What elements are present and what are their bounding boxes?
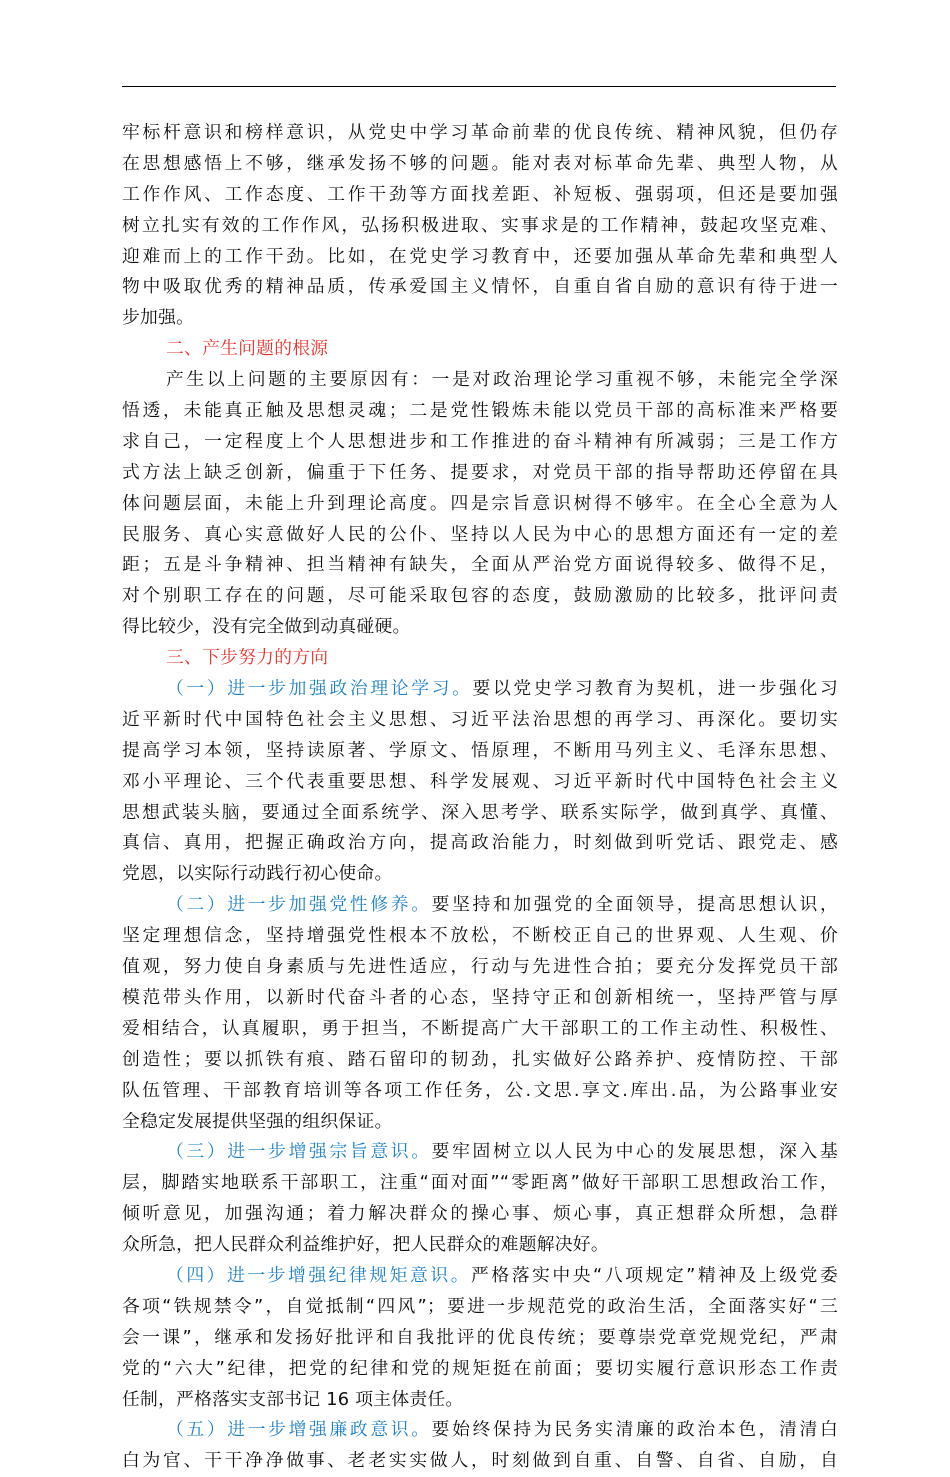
subsection-3-title: （三）进一步增强宗旨意识。 xyxy=(166,1141,432,1163)
paragraph-line: 步加强。 xyxy=(122,307,195,329)
paragraph-line: 真信、真用，把握正确政治方向，提高政治能力，时刻做到听党话、跟党走、感 xyxy=(122,832,838,854)
subsection-3-text: 要牢固树立以人民为中心的发展思想，深入基 xyxy=(431,1141,838,1163)
paragraph-line: 党恩，以实际行动践行初心使命。 xyxy=(122,863,393,885)
paragraph-line: 各项“铁规禁令”，自觉抵制“四风”；要进一步规范党的政治生活，全面落实好“三 xyxy=(122,1295,838,1317)
paragraph-line: 全稳定发展提供坚强的组织保证。 xyxy=(122,1110,393,1132)
paragraph-line: 悟透，未能真正触及思想灵魂；二是党性锻炼未能以党员干部的高标准来严格要 xyxy=(122,400,838,422)
paragraph-line: 式方法上缺乏创新，偏重于下任务、提要求，对党员干部的指导帮助还停留在具 xyxy=(122,461,838,483)
paragraph-line: 党的“六大”纪律，把党的纪律和党的规矩挺在前面；要切实履行意识形态工作责 xyxy=(122,1357,838,1379)
subsection-1-text: 要以党史学习教育为契机，进一步强化习 xyxy=(472,678,838,700)
paragraph-line: 距；五是斗争精神、担当精神有缺失，全面从严治党方面说得较多、做得不足， xyxy=(122,554,838,576)
paragraph-line: 模范带头作用，以新时代奋斗者的心态，坚持守正和创新相统一，坚持严管与厚 xyxy=(122,986,838,1008)
paragraph-line: 产生以上问题的主要原因有：一是对政治理论学习重视不够，未能完全学深 xyxy=(166,369,838,391)
subsection-4-title: （四）进一步增强纪律规矩意识。 xyxy=(166,1264,472,1286)
paragraph-line: 求自己，一定程度上个人思想进步和工作推进的奋斗精神有所减弱；三是工作方 xyxy=(122,430,838,452)
paragraph-line: 近平新时代中国特色社会主义思想、习近平法治思想的再学习、再深化。要切实 xyxy=(122,708,838,730)
paragraph-line: 众所急，把人民群众利益维护好，把人民群众的难题解决好。 xyxy=(122,1234,609,1256)
paragraph-line: 邓小平理论、三个代表重要思想、科学发展观、习近平新时代中国特色社会主义 xyxy=(122,770,838,792)
paragraph-line: 物中吸取优秀的精神品质，传承爱国主义情怀，自重自省自励的意识有待于进一 xyxy=(122,276,838,298)
paragraph-line: 工作作风、工作态度、工作干劲等方面找差距、补短板、强弱项，但还是要加强 xyxy=(122,183,838,205)
paragraph-line: 迎难而上的工作干劲。比如，在党史学习教育中，还要加强从革命先辈和典型人 xyxy=(122,245,838,267)
paragraph-line: 得比较少，没有完全做到动真碰硬。 xyxy=(122,616,411,638)
paragraph-line: 值观，努力使自身素质与先进性适应，行动与先进性合拍；要充分发挥党员干部 xyxy=(122,956,838,978)
subsection-5-first-line xyxy=(122,1415,838,1446)
section-heading-2: 二、产生问题的根源 xyxy=(166,338,329,360)
subsection-4-first-line xyxy=(122,1261,838,1292)
paragraph-line: 在思想感悟上不够，继承发扬不够的问题。能对表对标革命先辈、典型人物，从 xyxy=(122,152,838,174)
section-heading-3: 三、下步努力的方向 xyxy=(166,647,329,669)
subsection-1-title: （一）进一步加强政治理论学习。 xyxy=(166,678,473,700)
subsection-2-text: 要坚持和加强党的全面领导，提高思想认识， xyxy=(431,894,838,916)
paragraph-line: 对个别职工存在的问题，尽可能采取包容的态度，鼓励激励的比较多，批评问责 xyxy=(122,585,838,607)
header-rule xyxy=(122,86,836,87)
paragraph-line: 会一课”，继承和发扬好批评和自我批评的优良传统；要尊崇党章党规党纪，严肃 xyxy=(122,1326,838,1348)
paragraph-line: 任制，严格落实支部书记 16 项主体责任。 xyxy=(122,1388,464,1410)
paragraph-line: 民服务、真心实意做好人民的公仆、坚持以人民为中心的思想方面还有一定的差 xyxy=(122,523,838,545)
paragraph-line: 牢标杆意识和榜样意识，从党史中学习革命前辈的优良传统、精神风貌，但仍存 xyxy=(122,122,838,143)
paragraph-line: 创造性；要以抓铁有痕、踏石留印的韧劲，扎实做好公路养护、疫情防控、干部 xyxy=(122,1048,838,1070)
paragraph-line: 体问题层面，未能上升到理论高度。四是宗旨意识树得不够牢。在全心全意为人 xyxy=(122,492,838,514)
subsection-4-text: 严格落实中央“八项规定”精神及上级党委 xyxy=(471,1264,838,1286)
subsection-1-first-line xyxy=(122,674,838,705)
paragraph-line: 提高学习本领，坚持读原著、学原文、悟原理，不断用马列主义、毛泽东思想、 xyxy=(122,739,838,761)
paragraph-line: 思想武装头脑，要通过全面系统学、深入思考学、联系实际学，做到真学、真懂、 xyxy=(122,801,838,823)
paragraph-line: 树立扎实有效的工作作风，弘扬积极进取、实事求是的工作精神，鼓起攻坚克难、 xyxy=(122,214,838,236)
paragraph-line: 白为官、干干净净做事、老老实实做人，时刻做到自重、自警、自省、自励，自 xyxy=(122,1450,838,1472)
subsection-2-first-line xyxy=(122,890,838,921)
subsection-2-title: （二）进一步加强党性修养。 xyxy=(166,894,432,916)
document-body xyxy=(122,118,838,1477)
paragraph-line: 倾听意见，加强沟通；着力解决群众的操心事、烦心事，真正想群众所想，急群 xyxy=(122,1203,838,1225)
subsection-5-text: 要始终保持为民务实清廉的政治本色，清清白 xyxy=(431,1419,838,1441)
subsection-3-first-line xyxy=(122,1137,838,1168)
paragraph-line: 层，脚踏实地联系干部职工，注重“面对面”“零距离”做好干部职工思想政治工作， xyxy=(122,1172,838,1194)
paragraph-line: 坚定理想信念，坚持增强党性根本不放松，不断校正自己的世界观、人生观、价 xyxy=(122,925,838,947)
paragraph-line: 队伍管理、干部教育培训等各项工作任务，公.文思.享文.库出.品，为公路事业安 xyxy=(122,1079,838,1101)
paragraph-line: 爱相结合，认真履职，勇于担当，不断提高广大干部职工的工作主动性、积极性、 xyxy=(122,1017,838,1039)
subsection-5-title: （五）进一步增强廉政意识。 xyxy=(166,1419,432,1441)
